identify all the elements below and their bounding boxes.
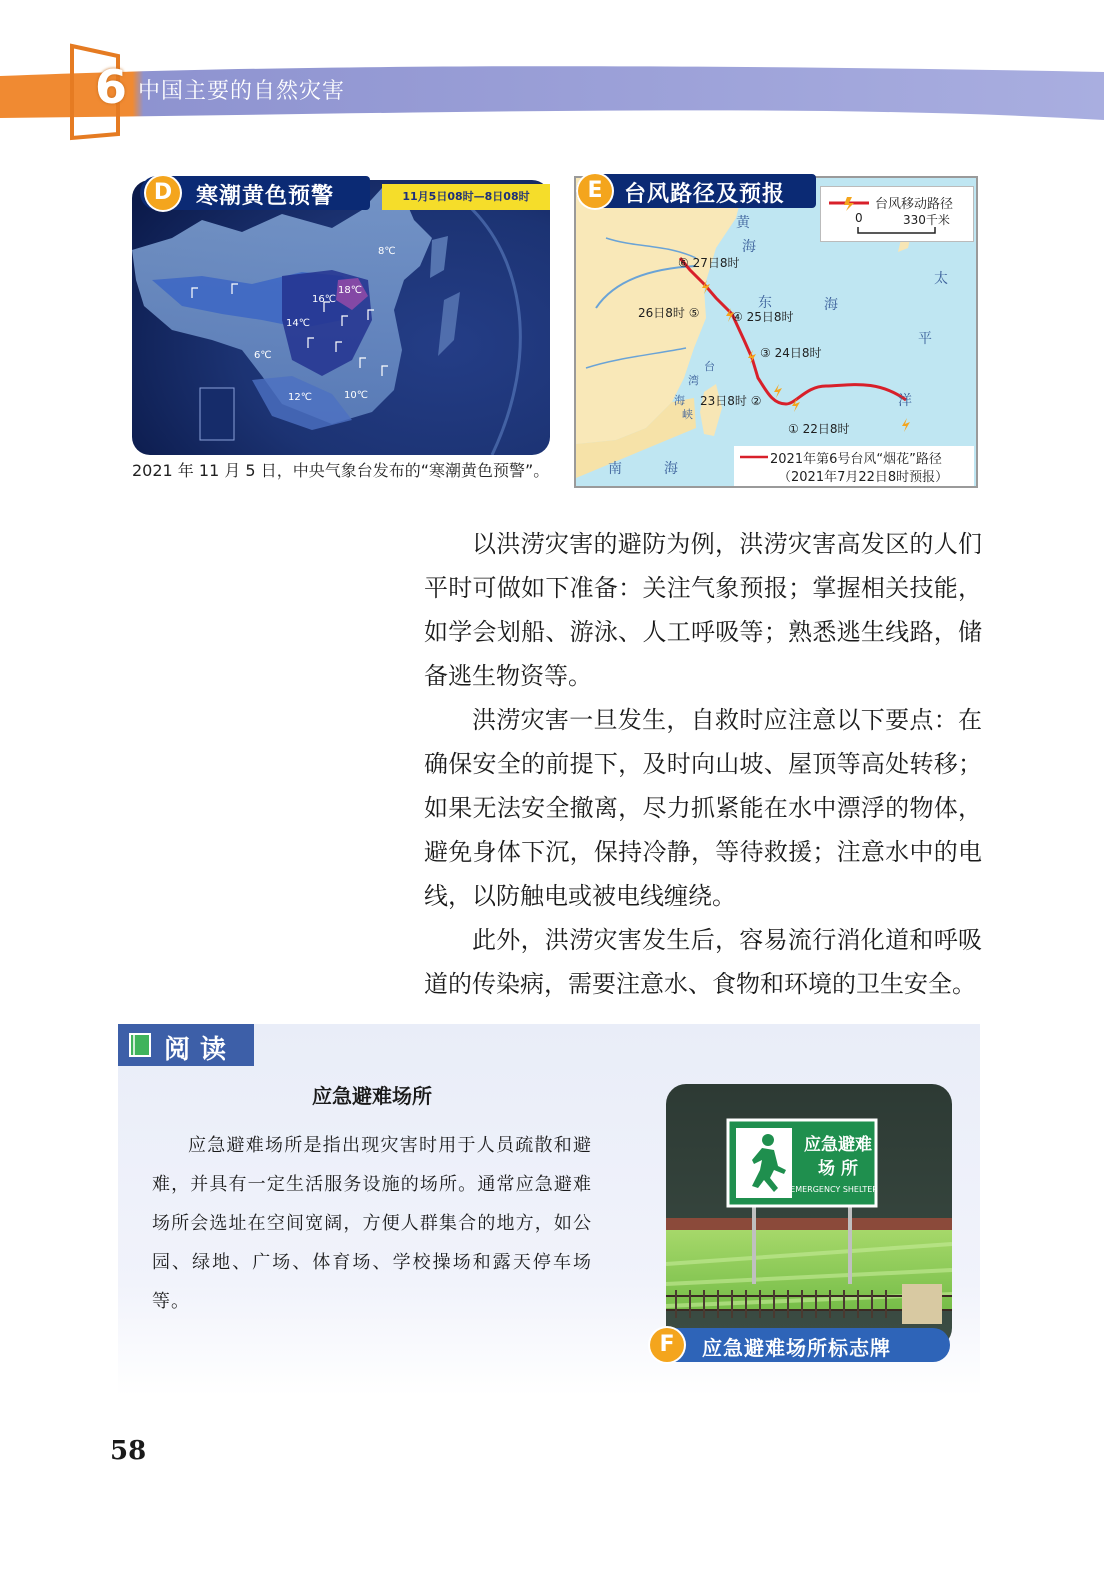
sea-label: 海 xyxy=(674,394,685,407)
figure-e-title: 台风路径及预报 xyxy=(624,182,786,207)
body-paragraph: 此外，洪涝灾害发生后，容易流行消化道和呼吸道的传染病，需要注意水、食物和环境的卫生安全。 xyxy=(424,926,982,998)
temp-label: 6℃ xyxy=(254,350,272,361)
sign-text-line1: 应急避难 xyxy=(804,1135,872,1155)
sea-label: 湾 xyxy=(688,374,699,387)
temp-label: 8℃ xyxy=(378,246,396,257)
sea-label: 东 xyxy=(758,295,772,311)
cold-wave-map xyxy=(132,180,550,455)
figure-e-badge: E xyxy=(578,174,612,208)
sea-label: 平 xyxy=(918,331,932,347)
sea-label: 峡 xyxy=(682,408,693,421)
figure-d-caption: 2021 年 11 月 5 日，中央气象台发布的“寒潮黄色预警”。 xyxy=(132,461,550,480)
track-point-label: 26日8时 ⑤ xyxy=(638,306,700,320)
body-paragraph: 洪涝灾害一旦发生，自救时应注意以下要点：在确保安全的前提下，及时向山坡、屋顶等高处转移；如果无法安全撤离，尽力抓紧能在水中漂浮的物体，避免身体下沉，保持冷静，等待救援；注意水中的电线，以防触电或被电线缠绕。 xyxy=(424,706,982,910)
series-legend-line xyxy=(740,455,768,459)
reading-title: 应急避难场所 xyxy=(312,1084,432,1108)
figure-d-date-range: 11月5日08时—8日08时 xyxy=(402,190,530,203)
emergency-shelter-sign-photo xyxy=(666,1084,952,1348)
temp-label: 16℃ xyxy=(312,294,336,305)
track-point-label: ① 22日8时 xyxy=(788,422,850,436)
page-number: 58 xyxy=(110,1436,147,1466)
sea-label: 洋 xyxy=(898,393,912,409)
temp-label: 12℃ xyxy=(288,392,312,403)
sea-label: 黄 xyxy=(736,215,750,231)
sea-label: 海 xyxy=(664,461,678,477)
map-legend xyxy=(820,186,974,242)
reading-text xyxy=(152,1126,592,1321)
body-paragraph: 以洪涝灾害的避防为例，洪涝灾害高发区的人们平时可做如下准备：关注气象预报；掌握相关技能，如学会划船、游泳、人工呼吸等；熟悉逃生线路，储备逃生物资等。 xyxy=(424,530,982,690)
scale-distance: 330千米 xyxy=(903,213,950,227)
sign-text-en: EMERGENCY SHELTER xyxy=(790,1185,878,1194)
typhoon-track-line xyxy=(680,258,906,404)
chapter-number: 6 xyxy=(95,60,128,114)
temp-label: 14℃ xyxy=(286,318,310,329)
sea-label: 南 xyxy=(608,461,622,477)
legend-note: （2021年7月22日8时预报） xyxy=(778,470,949,485)
sea-label: 海 xyxy=(824,297,838,313)
temp-label: 18℃ xyxy=(338,285,362,296)
figure-f-title: 应急避难场所标志牌 xyxy=(702,1336,891,1360)
chapter-title: 中国主要的自然灾害 xyxy=(138,79,346,104)
book-icon xyxy=(128,1032,152,1058)
legend-path-label: 台风移动路径 xyxy=(875,197,954,212)
temp-label: 10℃ xyxy=(344,390,368,401)
figure-d-title: 寒潮黄色预警 xyxy=(196,184,335,209)
reading-label: 阅读 xyxy=(164,1035,237,1065)
track-point-label: ③ 24日8时 xyxy=(760,346,822,360)
sea-label: 台 xyxy=(704,360,715,373)
sign-text-line2: 场 所 xyxy=(818,1159,858,1179)
figure-f-badge: F xyxy=(650,1328,684,1362)
sea-label: 海 xyxy=(742,239,756,255)
track-point-label: ④ 25日8时 xyxy=(732,310,794,324)
legend-series-label: 2021年第6号台风“烟花”路径 xyxy=(770,452,942,467)
sea-label: 太 xyxy=(934,271,948,287)
track-point-label: 23日8时 ② xyxy=(700,394,762,408)
figure-d-badge: D xyxy=(146,176,180,210)
scale-zero: 0 xyxy=(855,211,863,225)
scale-bar xyxy=(857,227,937,235)
typhoon-path-legend-icon xyxy=(829,195,869,211)
body-text xyxy=(424,522,982,1006)
track-point-label: ⑥ 27日8时 xyxy=(678,256,740,270)
reading-paragraph: 应急避难场所是指出现灾害时用于人员疏散和避难，并具有一定生活服务设施的场所。通常应急避难场所会选址在空间宽阔，方便人群集合的地方，如公园、绿地、广场、体育场、学校操场和露天停车场等。 xyxy=(152,1135,592,1312)
series-legend xyxy=(734,446,974,486)
